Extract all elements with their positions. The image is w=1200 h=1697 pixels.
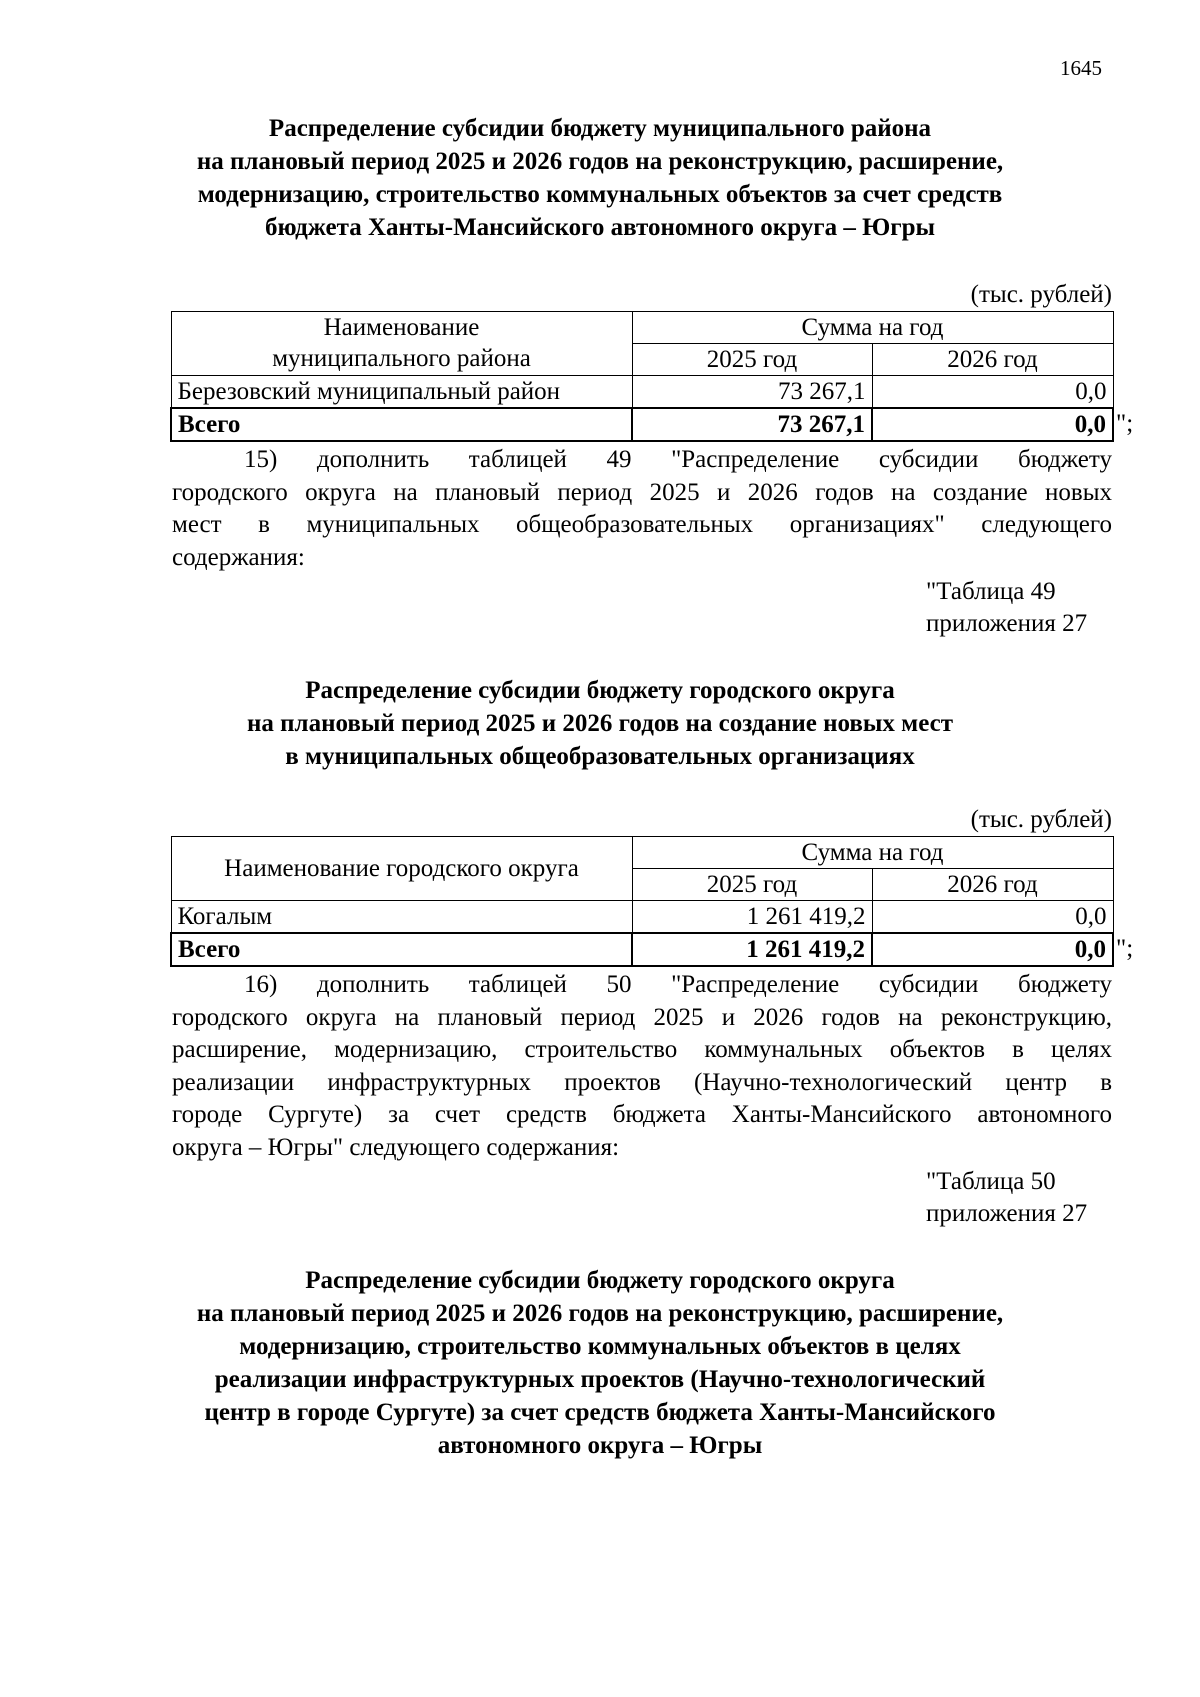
total-row: [171, 933, 1113, 966]
paragraph-line: 16) дополнить таблицей 50 "Распределение субсидии бюджету: [244, 971, 1112, 998]
header-sum: Сумма на год: [632, 312, 1113, 344]
item-15-paragraph: [172, 444, 1112, 574]
heading-line: Распределение субсидии бюджету городского округа: [305, 677, 895, 704]
heading-line: Распределение субсидии бюджету городского округа: [305, 1267, 895, 1294]
closing-quote: ";: [1116, 410, 1134, 437]
paragraph-line: реализации инфраструктурных проектов (Научно-технологический центр в: [172, 1068, 1112, 1096]
header-name: Наименование: [171, 312, 632, 344]
table-ref-line: "Таблица 50: [926, 1168, 1056, 1195]
table-row: [171, 376, 1113, 409]
table-50-heading: [150, 1264, 1050, 1462]
table-ref-line: "Таблица 49: [926, 578, 1056, 605]
table-49-heading: [150, 674, 1050, 773]
item-16-paragraph: [172, 969, 1112, 1164]
paragraph-line: содержания:: [172, 543, 305, 571]
header-name: Наименование городского округа: [171, 837, 632, 901]
heading-line: Распределение субсидии бюджету муниципального района: [268, 115, 932, 142]
total-row: [171, 408, 1113, 441]
table-row: [171, 901, 1113, 934]
heading-line: автономного округа – Югры: [437, 1432, 763, 1459]
paragraph-line: городе Сургуте) за счет средств бюджета Ханты-Мансийского автономного: [172, 1101, 1112, 1128]
total-value-2025: 73 267,1: [632, 408, 872, 441]
header-year-2025: 2025 год: [632, 344, 872, 376]
total-value-2026: 0,0: [872, 408, 1113, 441]
heading-line: в муниципальных общеобразовательных организациях: [285, 743, 915, 770]
table-48-heading: [150, 112, 1050, 244]
header-year-2026: 2026 год: [872, 344, 1113, 376]
paragraph-line: городского округа на плановый период 2025 и 2026 годов на реконструкцию,: [172, 1003, 1112, 1031]
heading-line: центр в городе Сургуте) за счет средств бюджета Ханты-Мансийского: [204, 1399, 996, 1426]
row-name: Когалым: [171, 901, 632, 934]
paragraph-line: 15) дополнить таблицей 49 "Распределение субсидии бюджету: [244, 446, 1112, 473]
heading-line: реализации инфраструктурных проектов (Научно-технологический: [214, 1366, 986, 1393]
heading-line: на плановый период 2025 и 2026 годов на реконструкцию, расширение,: [196, 148, 1004, 175]
table-ref-line: приложения 27: [926, 1200, 1088, 1227]
total-value-2025: 1 261 419,2: [632, 933, 872, 966]
closing-quote: ";: [1116, 935, 1134, 962]
row-value-2025: 73 267,1: [632, 376, 872, 409]
paragraph-line: мест в муниципальных общеобразовательных организациях" следующего: [172, 511, 1112, 538]
table-49-reference: [926, 576, 1087, 640]
row-value-2025: 1 261 419,2: [632, 901, 872, 934]
row-value-2026: 0,0: [872, 901, 1113, 934]
heading-line: модернизацию, строительство коммунальных объектов за счет средств: [197, 181, 1003, 208]
header-sum: Сумма на год: [632, 837, 1113, 869]
total-label: Всего: [171, 933, 632, 966]
header-year-2026: 2026 год: [872, 869, 1113, 901]
table-ref-line: приложения 27: [926, 610, 1088, 637]
header-year-2025: 2025 год: [632, 869, 872, 901]
paragraph-line: городского округа на плановый период 2025 и 2026 годов на создание новых: [172, 478, 1112, 506]
row-value-2026: 0,0: [872, 376, 1113, 409]
table-50-reference: [926, 1166, 1087, 1230]
units-label: (тыс. рублей): [970, 281, 1112, 308]
heading-line: на плановый период 2025 и 2026 годов на создание новых мест: [247, 710, 953, 737]
paragraph-line: расширение, модернизацию, строительство коммунальных объектов в целях: [172, 1036, 1112, 1063]
table-49: [170, 836, 1114, 967]
total-label: Всего: [171, 408, 632, 441]
header-name-continued: муниципального района: [171, 344, 632, 376]
page-number: 1645: [1060, 56, 1102, 80]
heading-line: на плановый период 2025 и 2026 годов на реконструкцию, расширение,: [196, 1300, 1004, 1327]
total-value-2026: 0,0: [872, 933, 1113, 966]
table-48: [170, 311, 1114, 442]
paragraph-line: округа – Югры" следующего содержания:: [172, 1133, 620, 1161]
heading-line: модернизацию, строительство коммунальных объектов в целях: [239, 1333, 961, 1360]
heading-line: бюджета Ханты-Мансийского автономного округа – Югры: [264, 214, 936, 241]
units-label: (тыс. рублей): [970, 806, 1112, 833]
row-name: Березовский муниципальный район: [171, 376, 632, 409]
